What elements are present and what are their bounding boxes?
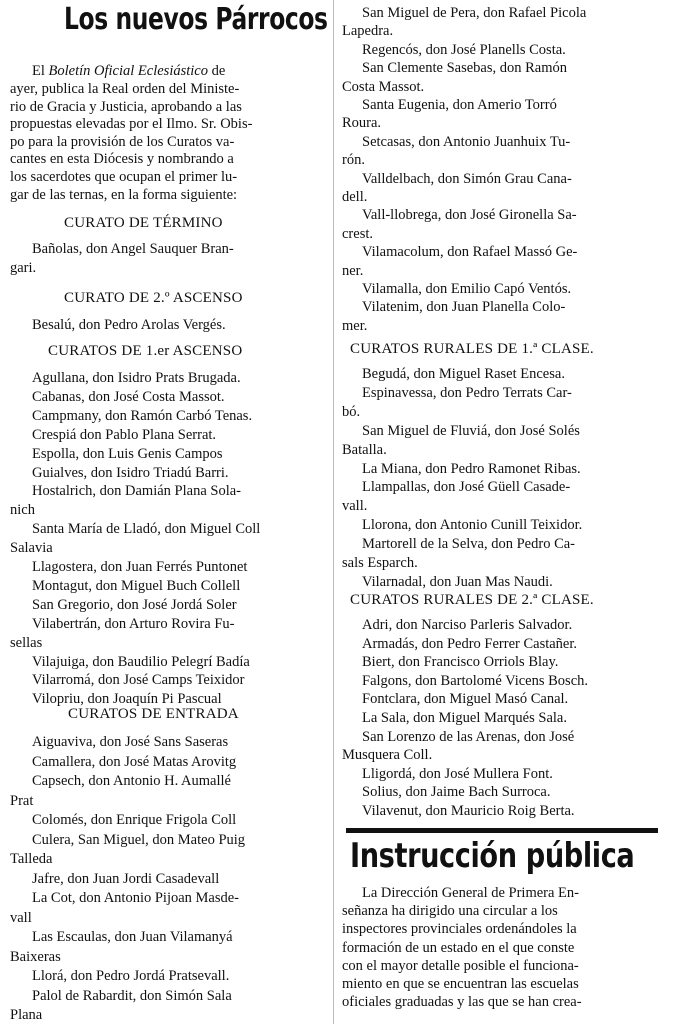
rural1-entry-line: Espinavessa, don Pedro Terrats Car- — [362, 384, 572, 401]
entrada-cont-entry-line: Regencós, don José Planells Costa. — [362, 41, 566, 58]
entrada-cont-entry-line: San Clemente Sasebas, don Ramón — [362, 60, 567, 77]
heading-curato-termino: CURATO DE TÉRMINO — [64, 215, 223, 231]
entrada-cont-entry-line: crest. — [342, 225, 373, 242]
primero-entry-line: Llagostera, don Juan Ferrés Puntonet — [32, 559, 248, 575]
primero-entry-line: Salavia — [10, 540, 53, 557]
instruccion-line: con el mayor detalle posible el funciona- — [342, 957, 579, 974]
entrada-entry-line: Baixeras — [10, 948, 61, 965]
intro-text-start: El — [32, 63, 49, 79]
entrada-entry-line: vall — [10, 909, 32, 926]
primero-entry-line: Vilajuiga, don Baudilio Pelegrí Badía — [32, 653, 250, 670]
rural1-entry-line: Vilarnadal, don Juan Mas Naudi. — [362, 573, 553, 590]
rural1-entry-line: bó. — [342, 403, 361, 420]
entrada-cont-entry-line: rón. — [342, 152, 365, 169]
primero-entry-line: Hostalrich, don Damián Plana Sola- — [32, 483, 241, 500]
rural2-entry-line: La Sala, don Miguel Marqués Sala. — [362, 710, 567, 726]
entrada-entry-line: Llorá, don Pedro Jordá Pratsevall. — [32, 968, 230, 984]
primero-entry-line: Espolla, don Luis Genis Campos — [32, 445, 223, 462]
entrada-entry-line: Capsech, don Antonio H. Aumallé — [32, 773, 231, 789]
entrada-entry-line: Culera, San Miguel, don Mateo Puig — [32, 831, 246, 848]
entrada-entry-line: Talleda — [10, 851, 53, 867]
rural1-entry-line: Martorell de la Selva, don Pedro Ca- — [362, 536, 576, 553]
entrada-entry-line: Prat — [10, 792, 34, 809]
entrada-entry-line: Colomés, don Enrique Frigola Coll — [32, 812, 237, 828]
entrada-entry-line: Palol de Rabardit, don Simón Sala — [32, 987, 232, 1004]
primero-entry-line: nich — [10, 502, 35, 519]
instruccion-line: señanza ha dirigido una circular a los — [342, 903, 558, 920]
rural1-entry-line: Batalla. — [342, 441, 387, 458]
rural2-entry-line: San Lorenzo de las Arenas, don José — [362, 728, 575, 745]
primero-entry-line: Montagut, don Miguel Buch Collell — [32, 577, 241, 594]
entrada-cont-entry-line: Roura. — [342, 115, 382, 132]
primero-entry-line: Vilarromá, don José Camps Teixidor — [32, 672, 245, 689]
entrada-entry-line: Las Escaulas, don Juan Vilamanyá — [32, 929, 233, 945]
heading-curatos-primero: CURATOS DE 1.er ASCENSO — [48, 343, 243, 359]
entrada-cont-entry-line: Costa Massot. — [342, 78, 425, 95]
intro-line: po para la provisión de los Curatos va- — [10, 133, 235, 150]
rural1-entry-line: sals Esparch. — [342, 555, 418, 571]
intro-line: gar de las ternas, en la forma siguiente: — [10, 186, 238, 203]
intro-line: ayer, publica la Real orden del Ministe- — [10, 81, 240, 97]
entrada-entry-line: Aiguaviva, don José Sans Saseras — [32, 734, 229, 750]
rural1-entry-line: Llorona, don Antonio Cunill Teixidor. — [362, 517, 583, 534]
entrada-entry-line: Jafre, don Juan Jordi Casadevall — [32, 870, 220, 887]
heading-curato-segundo: CURATO DE 2.º ASCENSO — [64, 290, 243, 306]
termino-entry-line: Bañolas, don Angel Sauquer Bran- — [32, 241, 234, 257]
intro-text-end: de — [207, 63, 226, 79]
entrada-cont-entry-line: mer. — [342, 317, 368, 334]
article-title-instruccion: Instrucción pública — [350, 836, 635, 876]
primero-entry-line: Guialves, don Isidro Triadú Barri. — [32, 464, 229, 481]
rural2-entry-line: Biert, don Francisco Orriols Blay. — [362, 654, 559, 671]
primero-entry-line: Cabanas, don José Costa Massot. — [32, 388, 225, 405]
primero-entry-line: Agullana, don Isidro Prats Brugada. — [32, 370, 241, 386]
intro-line: cantes en esta Diócesis y nombrando a — [10, 151, 234, 168]
rural2-entry-line: Fontclara, don Miguel Masó Canal. — [362, 691, 569, 708]
heading-curatos-entrada: CURATOS DE ENTRADA — [68, 706, 239, 722]
primero-entry-line: San Gregorio, don José Jordá Soler — [32, 596, 237, 613]
instruccion-line: oficiales graduadas y las que se han crea- — [342, 994, 582, 1011]
rural2-entry-line: Musquera Coll. — [342, 747, 433, 764]
entrada-cont-entry-line: Santa Eugenia, don Amerio Torró — [362, 97, 557, 113]
entrada-cont-entry-line: dell. — [342, 189, 368, 205]
rural2-entry-line: Armadás, don Pedro Ferrer Castañer. — [362, 635, 578, 652]
primero-entry-line: sellas — [10, 634, 43, 651]
rural2-entry-line: Lligordá, don José Mullera Font. — [362, 765, 553, 782]
entrada-cont-entry-line: Vilatenim, don Juan Planella Colo- — [362, 299, 566, 316]
heading-rurales-segunda: CURATOS RURALES DE 2.ª CLASE. — [350, 592, 594, 608]
rural2-entry-line: Adri, don Narciso Parleris Salvador. — [362, 617, 573, 633]
rural2-entry-line: Solius, don Jaime Bach Surroca. — [362, 784, 551, 801]
rural2-entry-line: Vilavenut, don Mauricio Roig Berta. — [362, 803, 575, 819]
entrada-entry-line: Camallera, don José Matas Arovitg — [32, 753, 237, 770]
primero-entry-line: Campmany, don Ramón Carbó Tenas. — [32, 407, 253, 424]
primero-entry-line: Vilabertrán, don Arturo Rovira Fu- — [32, 615, 235, 632]
primero-entry-line: Crespiá don Pablo Plana Serrat. — [32, 426, 217, 443]
article-title-parrocos: Los nuevos Párrocos — [64, 2, 328, 37]
instruccion-line: La Dirección General de Primera En- — [362, 885, 579, 901]
rural1-entry-line: San Miguel de Fluviá, don José Solés — [362, 422, 580, 439]
intro-line: los sacerdotes que ocupan el primer lu- — [10, 169, 238, 185]
primero-entry-line: Santa María de Lladó, don Miguel Coll — [32, 521, 261, 538]
entrada-cont-entry-line: San Miguel de Pera, don Rafael Picola — [362, 5, 587, 21]
section-rule — [346, 828, 658, 833]
intro-line: rio de Gracia y Justicia, aprobando a las — [10, 98, 242, 115]
entrada-cont-entry-line: Vilamalla, don Emilio Capó Ventós. — [362, 281, 572, 297]
heading-rurales-primera: CURATOS RURALES DE 1.ª CLASE. — [350, 341, 594, 357]
entrada-cont-entry-line: Lapedra. — [342, 23, 394, 40]
rural1-entry-line: La Miana, don Pedro Ramonet Ribas. — [362, 460, 581, 477]
primero-entry-line: Vilopriu, don Joaquín Pi Pascual — [32, 691, 222, 708]
entrada-cont-entry-line: Setcasas, don Antonio Juanhuix Tu- — [362, 133, 571, 150]
instruccion-line: inspectores provinciales ordenándoles la — [342, 921, 577, 938]
instruccion-line: miento en que se encuentran las escuelas — [342, 976, 579, 992]
rural1-entry-line: Llampallas, don José Güell Casade- — [362, 479, 571, 496]
entrada-entry-line: La Cot, don Antonio Pijoan Masde- — [32, 890, 240, 906]
segundo-entry-line: Besalú, don Pedro Arolas Vergés. — [32, 317, 226, 333]
column-divider — [333, 0, 334, 1024]
rural1-entry-line: Begudá, don Miguel Raset Encesa. — [362, 366, 565, 382]
instruccion-line: formación de un estado en el que conste — [342, 939, 575, 956]
rural2-entry-line: Falgons, don Bartolomé Vicens Bosch. — [362, 672, 589, 689]
intro-first-line — [32, 62, 326, 80]
intro-line: propuestas elevadas por el Ilmo. Sr. Obis- — [10, 116, 253, 133]
termino-entry-line: gari. — [10, 260, 37, 276]
entrada-cont-entry-line: Vilamacolum, don Rafael Massó Ge- — [362, 244, 578, 261]
entrada-cont-entry-line: Vall-llobrega, don José Gironella Sa- — [362, 207, 577, 224]
boletin-name: Boletín Oficial Eclesiástico — [48, 63, 208, 79]
entrada-entry-line: Plana — [10, 1007, 43, 1023]
rural1-entry-line: vall. — [342, 498, 368, 515]
entrada-cont-entry-line: Valldelbach, don Simón Grau Cana- — [362, 170, 572, 187]
entrada-cont-entry-line: ner. — [342, 262, 364, 279]
